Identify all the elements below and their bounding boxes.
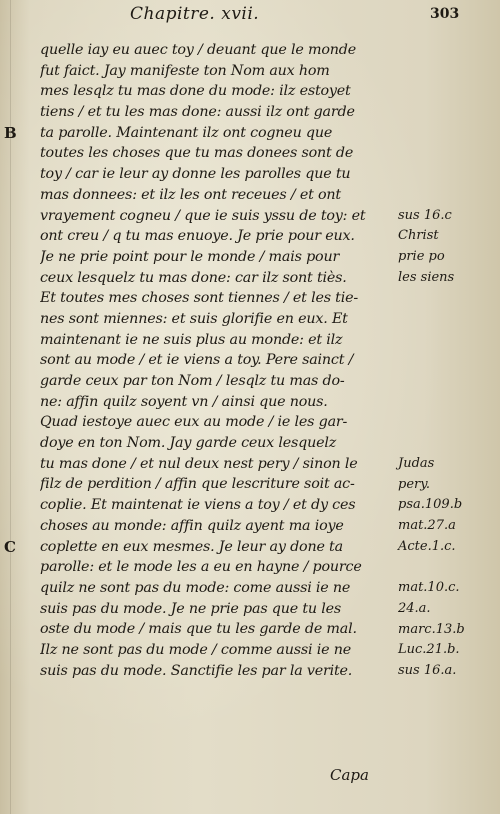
margin-note: Christ <box>398 228 439 244</box>
text-line: quilz ne sont pas du mode: come aussi ie ne <box>40 579 351 596</box>
text-line: sont au mode / et ie viens a toy. Pere sainct / <box>40 352 354 369</box>
text-line: ont creu / q tu mas enuoye. Je prie pour eux. <box>40 228 355 245</box>
text-line: filz de perdition / affin que lescriture soit ac- <box>40 476 355 493</box>
text-line: coplie. Et maintenat ie viens a toy / et dy ces <box>40 497 356 514</box>
text-line: choses au monde: affin quilz ayent ma ioye <box>40 517 344 534</box>
text-line: toutes les choses que tu mas donees sont de <box>40 145 354 162</box>
text-line: Quad iestoye auec eux au mode / ie les gar- <box>40 414 348 431</box>
chapter-heading: Chapitre. xvii. <box>130 4 260 24</box>
margin-note: sus 16.c <box>398 207 452 223</box>
margin-note: mat.27.a <box>398 518 456 534</box>
text-line: quelle iay eu auec toy / deuant que le monde <box>40 42 356 58</box>
text-line: suis pas du mode. Sanctifie les par la verite. <box>40 662 353 679</box>
margin-note: pery. <box>398 476 430 492</box>
folio-number: 303 <box>430 6 460 22</box>
text-line: toy / car ie leur ay donne les parolles que tu <box>40 166 351 183</box>
text-line: ta parolle. Maintenant ilz ont cogneu que <box>40 124 333 141</box>
margin-note: les siens <box>398 269 455 285</box>
text-line: Ilz ne sont pas du mode / comme aussi ie ne <box>40 641 351 658</box>
text-line: parolle: et le mode les a eu en hayne / pource <box>40 559 362 576</box>
text-line: mes lesqlz tu mas done du mode: ilz estoyet <box>40 83 351 100</box>
section-letter-mark: C <box>4 537 16 556</box>
text-line: oste du mode / mais que tu les garde de mal. <box>40 621 357 638</box>
text-line: coplette en eux mesmes. Je leur ay done ta <box>40 538 343 555</box>
margin-note: Acte.1.c. <box>398 538 456 554</box>
text-line: garde ceux par ton Nom / lesqlz tu mas do- <box>40 373 345 389</box>
margin-note: marc.13.b <box>398 621 465 637</box>
text-line: doye en ton Nom. Jay garde ceux lesquelz <box>40 435 337 452</box>
margin-note: prie po <box>398 249 445 264</box>
text-line: fut faict. Jay manifeste ton Nom aux hom <box>40 62 330 79</box>
margin-note: mat.10.c. <box>398 580 460 596</box>
margin-note: sus 16.a. <box>398 663 457 678</box>
margin-note: Luc.21.b. <box>398 642 460 658</box>
text-line: Je ne prie point pour le monde / mais pour <box>40 248 340 265</box>
text-line: tu mas done / et nul deux nest pery / sinon le <box>40 455 358 472</box>
text-line: vrayement cogneu / que ie suis yssu de toy: et <box>40 207 366 224</box>
text-line: mas donnees: et ilz les ont receues / et ont <box>40 186 341 203</box>
section-letter-mark: B <box>4 123 17 142</box>
main-text-block <box>40 40 410 681</box>
text-line: tiens / et tu les mas done: aussi ilz ont garde <box>40 104 355 121</box>
margin-note: psa.109.b <box>398 497 463 513</box>
text-line: suis pas du mode. Je ne prie pas que tu les <box>40 600 342 617</box>
text-line: ceux lesquelz tu mas done: car ilz sont tiès. <box>40 269 347 286</box>
text-line: nes sont miennes: et suis glorifie en eux. Et <box>40 310 348 327</box>
margin-note: Judas <box>398 456 435 471</box>
text-line: maintenant ie ne suis plus au monde: et ilz <box>40 331 343 348</box>
catchword: Capa <box>330 766 369 784</box>
text-line: ne: affin quilz soyent vn / ainsi que nous. <box>40 393 328 410</box>
margin-note: 24.a. <box>398 600 431 616</box>
running-header <box>0 4 500 30</box>
text-line: Et toutes mes choses sont tiennes / et les tie- <box>40 290 358 307</box>
